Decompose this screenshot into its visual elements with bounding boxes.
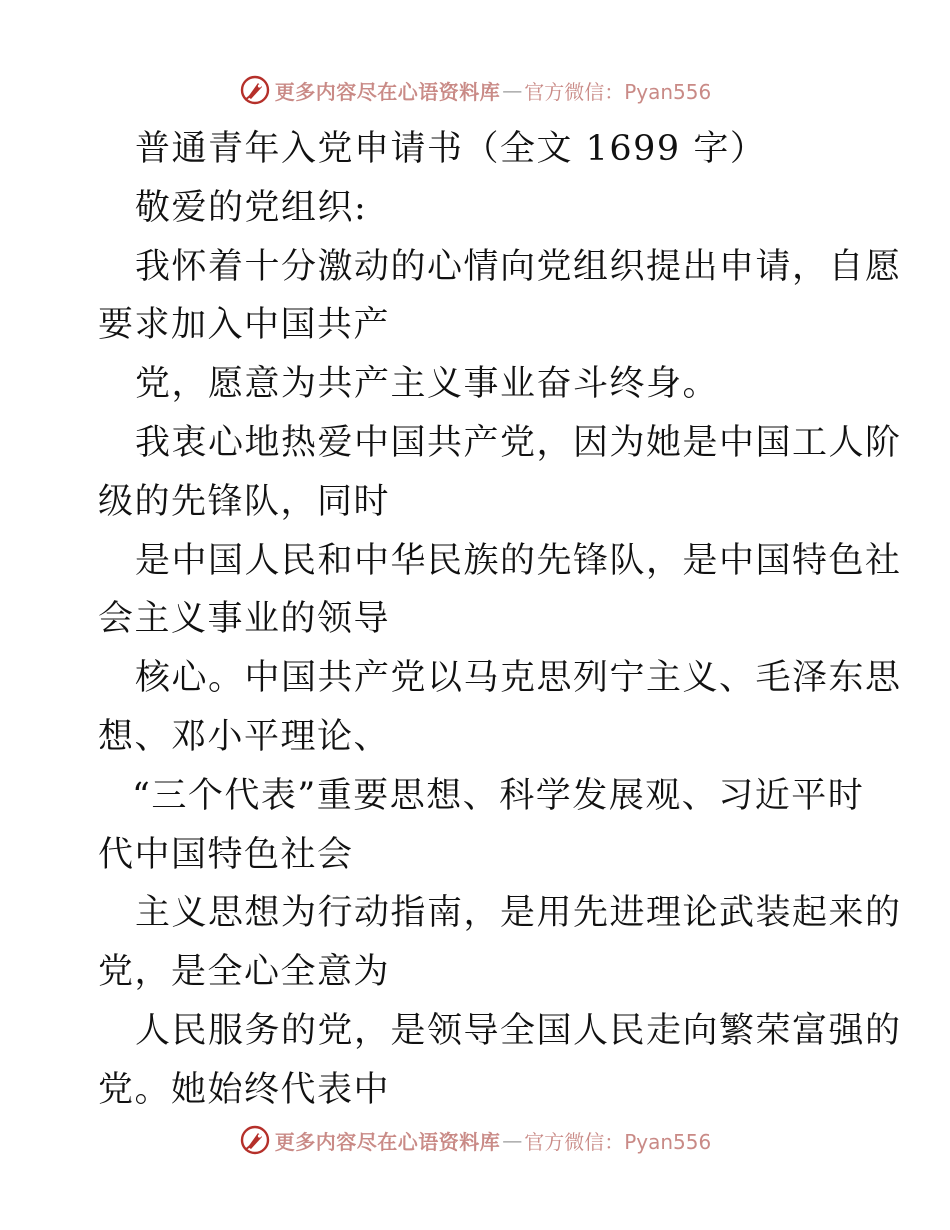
watermark-separator: —: [502, 1128, 523, 1152]
salutation: 敬爱的党组织:: [135, 187, 368, 228]
body-line: 党，愿意为共产主义事业奋斗终身。: [135, 364, 720, 405]
body-line: 我衷心地热爱中国共产党，因为她是中国工人阶: [135, 422, 902, 463]
body-line: 代中国特色社会: [98, 834, 354, 875]
watermark-wechat-text: 官方微信：Pyan556: [524, 1129, 712, 1154]
body-line: 会主义事业的领导: [98, 599, 391, 640]
pen-nib-logo-icon: [239, 1124, 271, 1156]
body-line: 党，是全心全意为: [98, 952, 391, 993]
body-line: 是中国人民和中华民族的先锋队，是中国特色社: [135, 540, 902, 581]
header-watermark: [0, 72, 950, 108]
watermark-wechat-text: 官方微信：Pyan556: [524, 79, 712, 104]
watermark-brand-text: 更多内容尽在心语资料库: [274, 79, 501, 104]
watermark-separator: —: [502, 78, 523, 102]
footer-watermark: [0, 1122, 950, 1158]
body-line: 人民服务的党，是领导全国人民走向繁荣富强的: [135, 1010, 902, 1051]
document-title: 普通青年入党申请书（全文 1699 字）: [135, 129, 767, 169]
body-line: 主义思想为行动指南，是用先进理论武装起来的: [135, 893, 902, 934]
document-body: [98, 120, 902, 1120]
body-line: 核心。中国共产党以马克思列宁主义、毛泽东思: [135, 658, 902, 699]
watermark-brand-text: 更多内容尽在心语资料库: [274, 1129, 501, 1154]
body-line: 想、邓小平理论、: [98, 716, 391, 757]
body-line: 级的先锋队，同时: [98, 481, 391, 522]
pen-nib-logo-icon: [239, 74, 271, 106]
body-line: 要求加入中国共产: [98, 305, 391, 346]
body-line: 我怀着十分激动的心情向党组织提出申请，自愿: [135, 246, 902, 287]
body-line: “三个代表”重要思想、科学发展观、习近平时: [132, 775, 865, 816]
body-line: 党。她始终代表中: [98, 1069, 391, 1110]
